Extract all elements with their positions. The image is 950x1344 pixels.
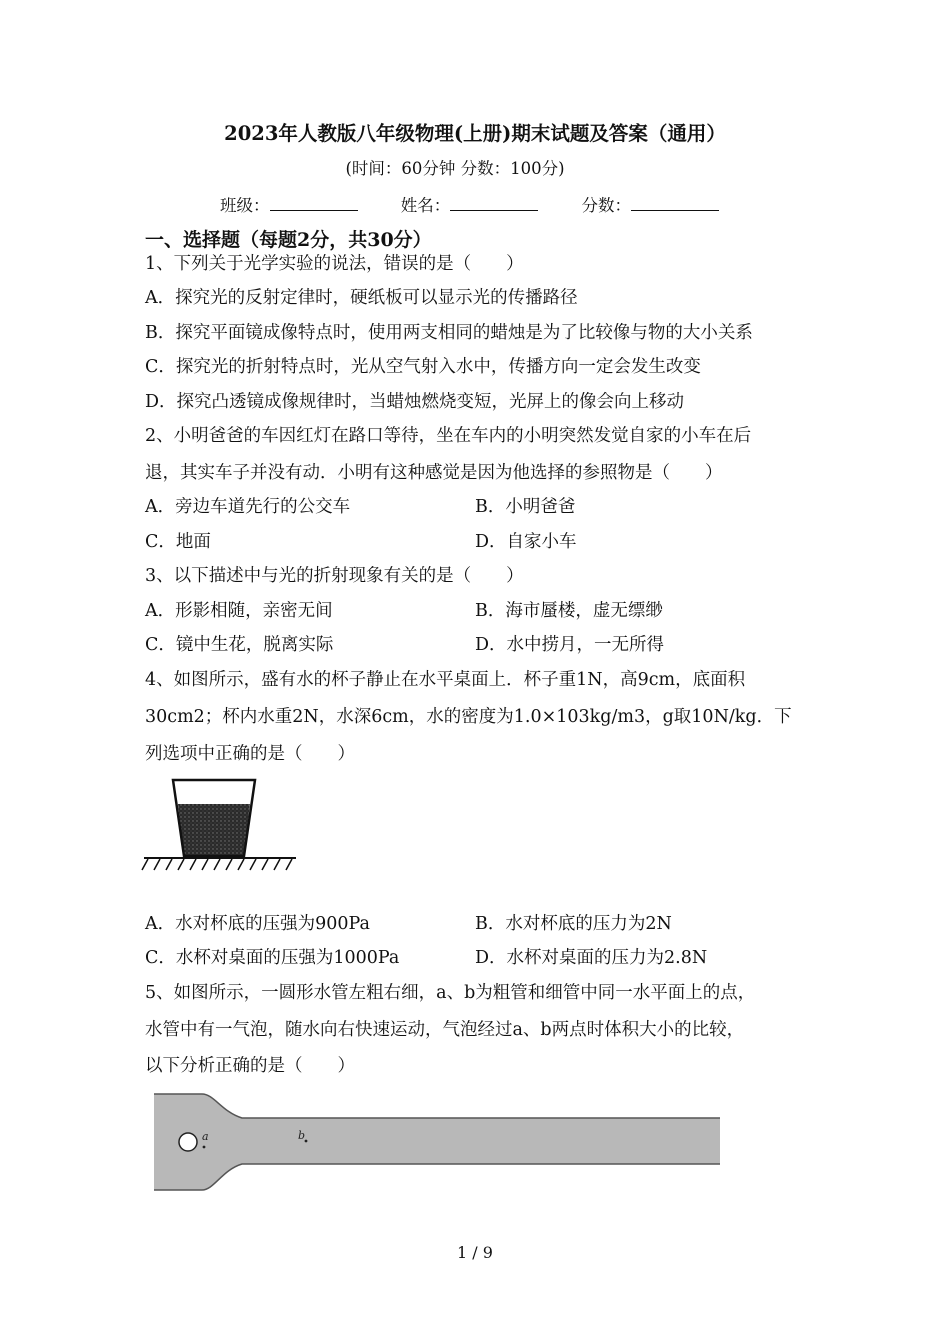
air-bubble [179, 1133, 197, 1151]
q2-option-a: A．旁边车道先行的公交车 [145, 497, 351, 517]
point-a-dot [203, 1146, 206, 1149]
q4-stem-line3: 列选项中正确的是（ ） [145, 744, 355, 764]
q4-stem-line1: 4、如图所示，盛有水的杯子静止在水平桌面上．杯子重1N，高9cm，底面积 [145, 670, 746, 690]
q1-option-a: A．探究光的反射定律时，硬纸板可以显示光的传播路径 [145, 288, 578, 308]
q5-stem-line1: 5、如图所示，一圆形水管左粗右细，a、b为粗管和细管中同一水平面上的点， [145, 983, 756, 1003]
table-hatching [142, 859, 292, 870]
pipe-wall-top [154, 1094, 720, 1118]
score-label: 分数： [581, 196, 631, 215]
q3-option-b: B．海市蜃楼，虚无缥缈 [475, 601, 663, 621]
q2-stem-line2: 退，其实车子并没有动．小明有这种感觉是因为他选择的参照物是（ ） [145, 463, 723, 483]
class-blank[interactable] [270, 193, 358, 211]
water-pipe-figure [152, 1092, 722, 1194]
name-blank[interactable] [450, 193, 538, 211]
score-blank[interactable] [631, 193, 719, 211]
q3-option-c: C．镜中生花，脱离实际 [145, 635, 334, 655]
pipe-body [154, 1094, 720, 1190]
name-label: 姓名： [400, 196, 451, 215]
q2-option-c: C．地面 [145, 532, 211, 552]
q2-option-d: D．自家小车 [475, 532, 577, 552]
class-label: 班级： [220, 196, 270, 215]
q4-option-b: B．水对杯底的压力为2N [475, 914, 672, 934]
q4-option-a: A．水对杯底的压强为900Pa [145, 914, 370, 934]
q5-stem-line3: 以下分析正确的是（ ） [145, 1056, 355, 1076]
page-number: 1 / 9 [457, 1243, 493, 1262]
q5-stem-line2: 水管中有一气泡，随水向右快速运动，气泡经过a、b两点时体积大小的比较， [145, 1020, 745, 1040]
section-heading: 一、选择题（每题2分，共30分） [145, 229, 432, 251]
cup-on-table-figure [140, 776, 300, 876]
class-field [220, 193, 358, 218]
q2-stem-line1: 2、小明爸爸的车因红灯在路口等待，坐在车内的小明突然发觉自家的小车在后 [145, 426, 752, 446]
q1-stem: 1、下列关于光学实验的说法，错误的是（ ） [145, 254, 524, 274]
exam-subtitle: (时间：60分钟 分数：100分) [345, 159, 565, 178]
q3-stem: 3、以下描述中与光的折射现象有关的是（ ） [145, 566, 524, 586]
page-title: 2023年人教版八年级物理(上册)期末试题及答案（通用） [224, 122, 726, 145]
q4-option-d: D．水杯对桌面的压力为2.8N [475, 948, 708, 968]
point-b-label: b [298, 1129, 306, 1142]
score-field [582, 193, 720, 218]
pipe-wall-bottom [154, 1164, 720, 1190]
q3-option-d: D．水中捞月，一无所得 [475, 635, 665, 655]
point-a-label: a [202, 1130, 209, 1143]
q4-option-c: C．水杯对桌面的压强为1000Pa [145, 948, 400, 968]
q2-option-b: B．小明爸爸 [475, 497, 576, 517]
q4-stem-line2: 30cm2；杯内水重2N，水深6cm，水的密度为1.0×103kg/m3，g取10N/kg．下 [145, 707, 792, 727]
name-field [401, 193, 539, 218]
q1-option-c: C．探究光的折射特点时，光从空气射入水中，传播方向一定会发生改变 [145, 357, 701, 377]
q3-option-a: A．形影相随，亲密无间 [145, 601, 333, 621]
water-fill [178, 804, 250, 856]
student-info-fields [220, 193, 757, 218]
q1-option-b: B．探究平面镜成像特点时，使用两支相同的蜡烛是为了比较像与物的大小关系 [145, 323, 753, 343]
q1-option-d: D．探究凸透镜成像规律时，当蜡烛燃烧变短，光屏上的像会向上移动 [145, 392, 685, 412]
